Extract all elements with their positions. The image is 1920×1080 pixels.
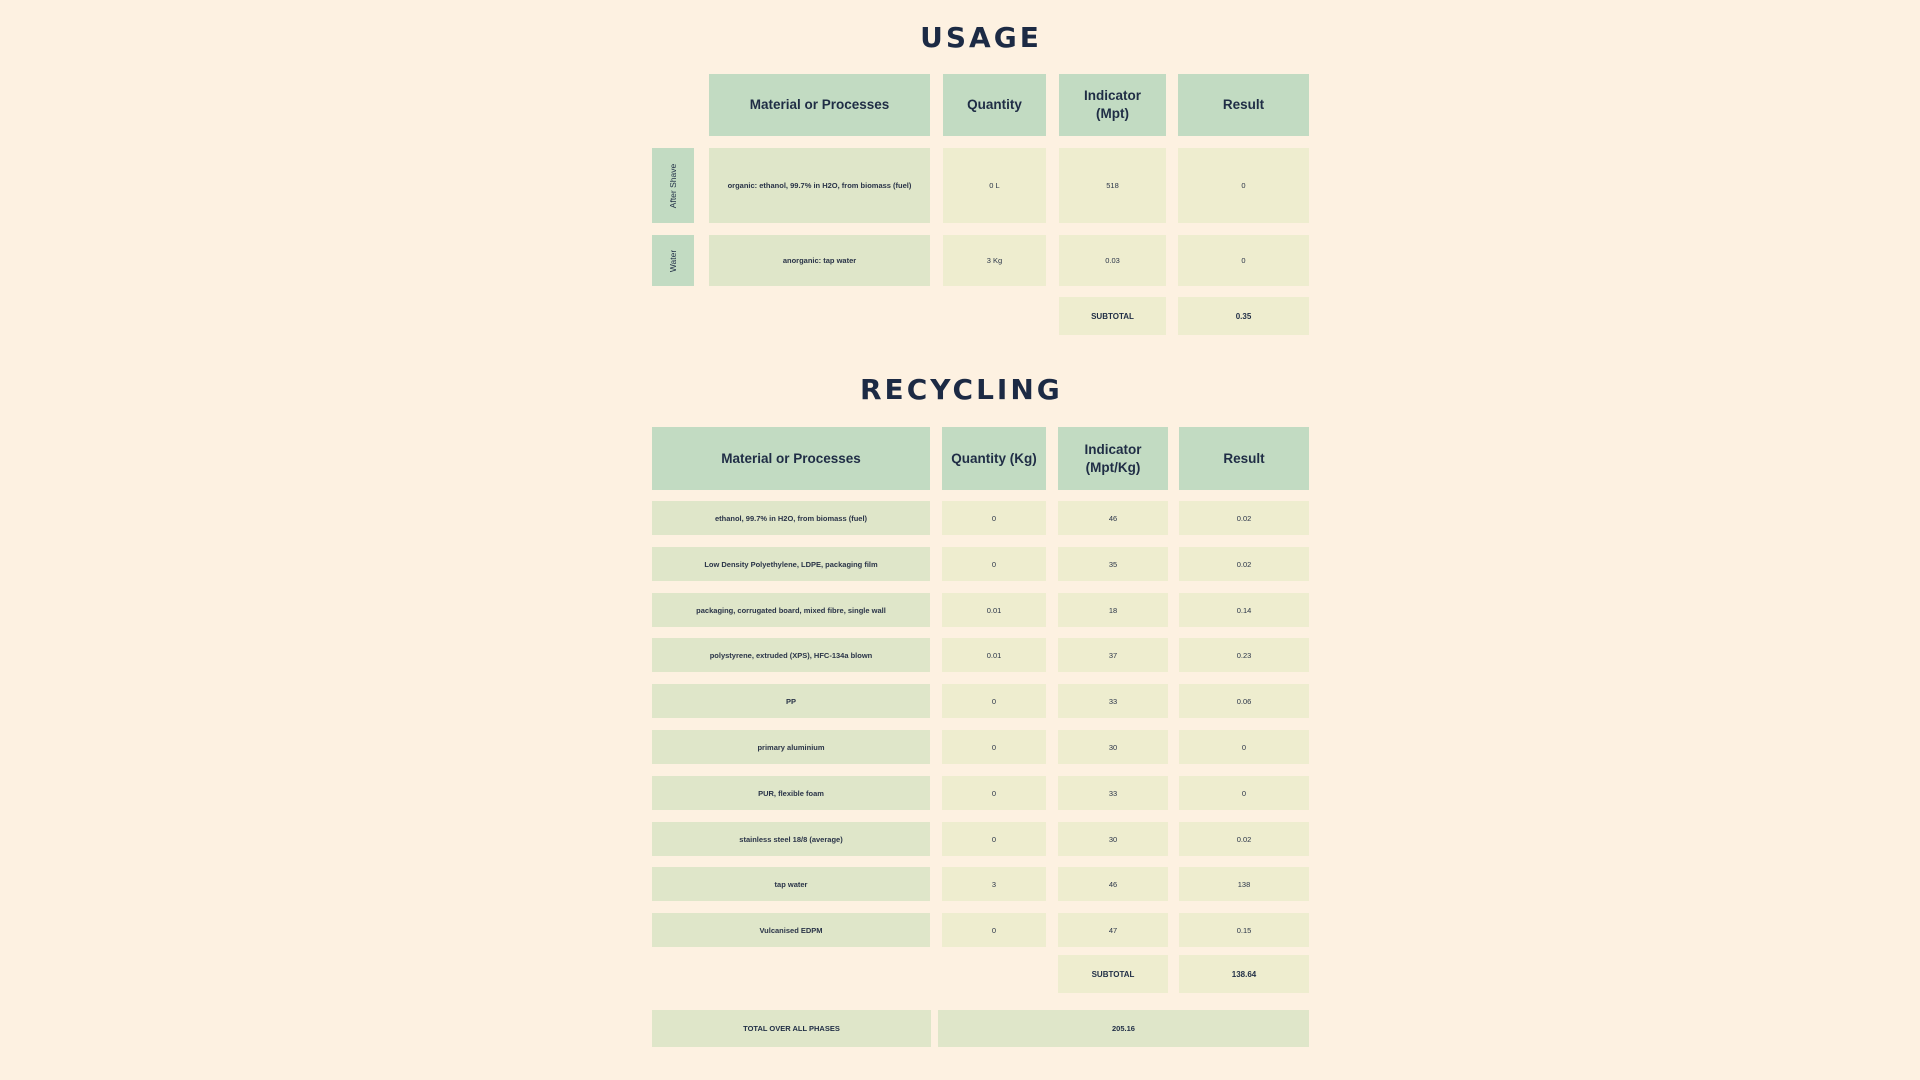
usage-result-cell: 0	[1178, 235, 1309, 286]
total-value: 205.16	[938, 1010, 1309, 1047]
usage-material-cell: organic: ethanol, 99.7% in H2O, from biomass (fuel)	[709, 148, 930, 223]
recycling-material-cell: ethanol, 99.7% in H2O, from biomass (fuel)	[652, 501, 930, 535]
recycling-quantity-cell: 3	[942, 867, 1046, 901]
recycling-material-cell: Low Density Polyethylene, LDPE, packaging film	[652, 547, 930, 581]
usage-header-result: Result	[1178, 74, 1309, 136]
recycling-material-cell: Vulcanised EDPM	[652, 913, 930, 947]
usage-group-water: Water	[667, 249, 678, 272]
recycling-quantity-cell: 0	[942, 547, 1046, 581]
recycling-header-result: Result	[1179, 427, 1309, 490]
usage-subtotal-label: SUBTOTAL	[1059, 297, 1166, 335]
recycling-indicator-cell: 18	[1058, 593, 1168, 627]
usage-quantity-cell: 0 L	[943, 148, 1046, 223]
recycling-result-cell: 0.15	[1179, 913, 1309, 947]
usage-group-after-shave: After Shave	[668, 163, 679, 208]
recycling-result-cell: 0.23	[1179, 638, 1309, 672]
recycling-indicator-cell: 35	[1058, 547, 1168, 581]
recycling-header-quantity: Quantity (Kg)	[942, 427, 1046, 490]
recycling-quantity-cell: 0	[942, 776, 1046, 810]
recycling-quantity-cell: 0	[942, 684, 1046, 718]
recycling-result-cell: 0.02	[1179, 822, 1309, 856]
recycling-result-cell: 0.02	[1179, 547, 1309, 581]
usage-subtotal-value: 0.35	[1178, 297, 1309, 335]
recycling-result-cell: 0.02	[1179, 501, 1309, 535]
usage-row-group-label	[652, 148, 694, 223]
recycling-material-cell: stainless steel 18/8 (average)	[652, 822, 930, 856]
usage-header-material: Material or Processes	[709, 74, 930, 136]
usage-material-cell: anorganic: tap water	[709, 235, 930, 286]
recycling-title: RECYCLING	[860, 373, 1063, 406]
recycling-subtotal-value: 138.64	[1179, 955, 1309, 993]
usage-header-quantity: Quantity	[943, 74, 1046, 136]
recycling-result-cell: 0	[1179, 776, 1309, 810]
recycling-quantity-cell: 0	[942, 730, 1046, 764]
usage-indicator-cell: 0.03	[1059, 235, 1166, 286]
recycling-header-material: Material or Processes	[652, 427, 930, 490]
recycling-indicator-cell: 33	[1058, 684, 1168, 718]
recycling-result-cell: 0.14	[1179, 593, 1309, 627]
usage-title: USAGE	[920, 21, 1042, 54]
recycling-subtotal-label: SUBTOTAL	[1058, 955, 1168, 993]
recycling-quantity-cell: 0	[942, 913, 1046, 947]
usage-result-cell: 0	[1178, 148, 1309, 223]
recycling-indicator-cell: 46	[1058, 501, 1168, 535]
recycling-quantity-cell: 0	[942, 501, 1046, 535]
recycling-indicator-cell: 33	[1058, 776, 1168, 810]
recycling-material-cell: packaging, corrugated board, mixed fibre, single wall	[652, 593, 930, 627]
total-label: TOTAL OVER ALL PHASES	[652, 1010, 931, 1047]
recycling-indicator-cell: 30	[1058, 822, 1168, 856]
recycling-indicator-cell: 46	[1058, 867, 1168, 901]
recycling-quantity-cell: 0	[942, 822, 1046, 856]
recycling-quantity-cell: 0.01	[942, 638, 1046, 672]
recycling-result-cell: 138	[1179, 867, 1309, 901]
usage-row-group-label	[652, 235, 694, 286]
recycling-indicator-cell: 30	[1058, 730, 1168, 764]
usage-indicator-cell: 518	[1059, 148, 1166, 223]
recycling-quantity-cell: 0.01	[942, 593, 1046, 627]
usage-quantity-cell: 3 Kg	[943, 235, 1046, 286]
recycling-material-cell: tap water	[652, 867, 930, 901]
recycling-indicator-cell: 37	[1058, 638, 1168, 672]
recycling-result-cell: 0.06	[1179, 684, 1309, 718]
recycling-material-cell: polystyrene, extruded (XPS), HFC-134a blown	[652, 638, 930, 672]
recycling-header-indicator: Indicator (Mpt/Kg)	[1058, 427, 1168, 490]
recycling-material-cell: PP	[652, 684, 930, 718]
usage-header-indicator: Indicator (Mpt)	[1059, 74, 1166, 136]
recycling-material-cell: PUR, flexible foam	[652, 776, 930, 810]
recycling-material-cell: primary aluminium	[652, 730, 930, 764]
recycling-result-cell: 0	[1179, 730, 1309, 764]
recycling-indicator-cell: 47	[1058, 913, 1168, 947]
